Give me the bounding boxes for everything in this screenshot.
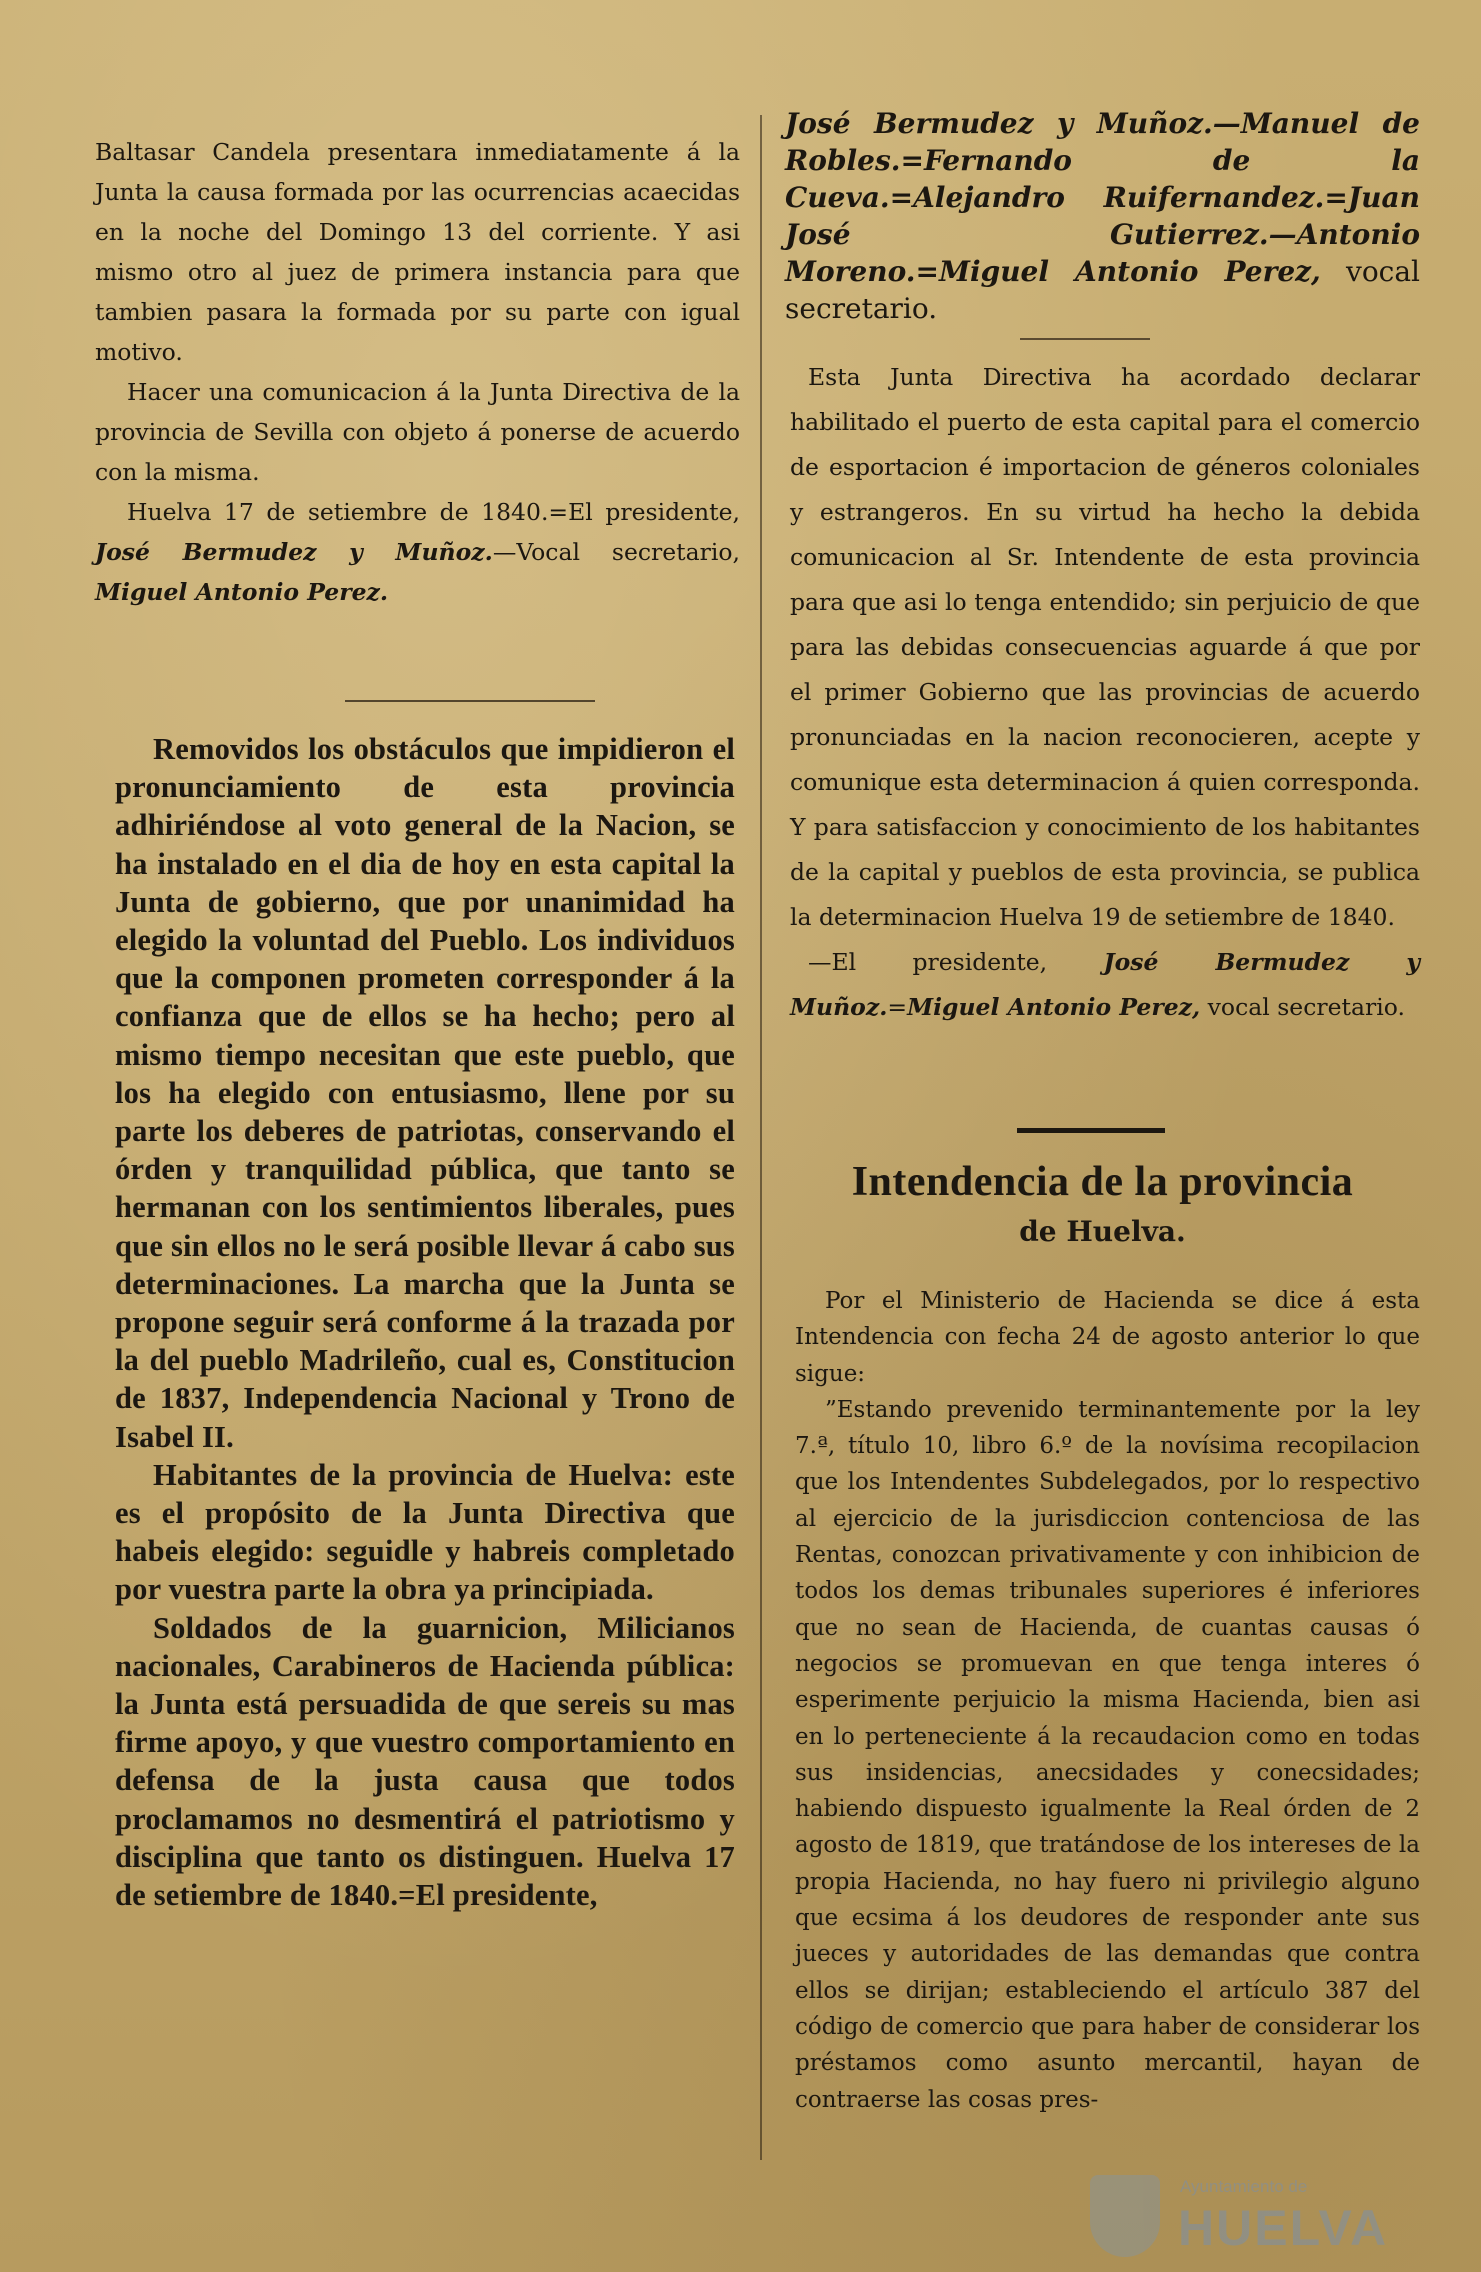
column-rule — [760, 115, 762, 2160]
watermark-big-text: HUELVA — [1178, 2200, 1389, 2256]
section-title: Intendencia de la provincia — [851, 1159, 1354, 1205]
watermark-small-text: Ayuntamiento de — [1180, 2177, 1308, 2196]
signature-separator: = — [887, 993, 908, 1021]
hacienda-paragraph: Por el Ministerio de Hacienda se dice á esta Intendencia con fecha 24 de agosto anterior lo que sigue: — [795, 1288, 1420, 1387]
port-notice-signature — [790, 940, 1420, 1030]
section-divider — [1020, 338, 1150, 340]
port-notice-paragraph: Esta Junta Directiva ha acordado declarar habilitado el puerto de esta capital para el comercio de esportacion é importacion de géneros coloniales y estrangeros. En su virtud ha hecho la debida comunicacion al Sr. Intendente de esta provincia para que asi lo tenga entendido; sin perjuicio de que para las debidas consecuencias aguarde á que por el primer Gobierno que las provincias de acuerdo pronunciadas en la nacion reconocieren, acepte y comunique esta determinacion á quien corresponda. Y para satisfaccion y conocimiento de los habitantes de la capital y pueblos de esta provincia, se publica la determinacion Huelva 19 de setiembre de 1840. — [790, 363, 1420, 931]
section-divider — [345, 700, 595, 702]
proclamation-paragraph: Removidos los obstáculos que impidieron el pronunciamiento de esta provincia adhiriéndose al voto general de la Nacion, se ha instalado en el dia de hoy en esta capital la Junta de gobierno, que por unanimidad ha elegido la voluntad del Pueblo. Los individuos que la componen prometen corresponder á la confianza que de ellos se ha hecho; pero al mismo tiempo necesitan que este pueblo, que los ha elegido con entusiasmo, llene por su parte los deberes de patriotas, conservando el órden y tranquilidad pública, que tanto se hermanan con los sentimientos liberales, pues que sin ellos no le será posible llevar á cabo sus determinaciones. La marcha que la Junta se propone seguir será conforme á la trazada por la del pueblo Madrileño, cual es, Constitucion de 1837, Independencia Nacional y Trono de Isabel II. — [115, 732, 735, 1454]
signature-tail: vocal secretario. — [1200, 993, 1405, 1021]
secretary-name: Miguel Antonio Perez. — [95, 578, 389, 606]
thick-section-divider — [1017, 1128, 1165, 1133]
port-notice — [790, 355, 1420, 1030]
archive-watermark — [1080, 2175, 1460, 2265]
member-names: José Bermudez y Muñoz.—Manuel de Robles.=Fernando de la Cueva.=Alejandro Ruifernandez.=Juan José Gutierrez.—Antonio Moreno.=Miguel Antonio Perez, — [785, 107, 1420, 288]
hacienda-paragraph: ”Estando prevenido terminantemente por la ley 7.ª, título 10, libro 6.º de la novísima recopilacion que los Intendentes Subdelegados, por lo respectivo al ejercicio de la jurisdiccion contenciosa de las Rentas, conozcan privativamente y con inhibicion de todos los demas tribunales superiores é inferiores que no sean de Hacienda, de cuantas causas ó negocios se promuevan en que tenga interes ó esperimente perjuicio la misma Hacienda, bien asi en lo perteneciente á la recaudacion como en todas sus insidencias, anecsidades y conecsidades; habiendo dispuesto igualmente la Real órden de 2 agosto de 1819, que tratándose de los intereses de la propia Hacienda, no hay fuero ni privilegio alguno que ecsima á los deudores de responder ante sus jueces y autoridades de las demandas que contra ellos se dirijan; estableciendo el artículo 387 del código de comercio que para haber de considerar los préstamos como asunto mercantil, hayan de contraerse las cosas pres- — [795, 1396, 1420, 2113]
signature-lead: —El presidente, — [808, 948, 1104, 976]
secretary-name: Miguel Antonio Perez, — [907, 993, 1201, 1021]
notice-signature — [95, 492, 740, 612]
junta-proclamation — [115, 730, 735, 1914]
junta-members-signatures — [785, 105, 1420, 327]
president-name: José Bermudez y Muñoz. — [95, 538, 493, 566]
coat-of-arms-icon — [1090, 2175, 1160, 2257]
notice-paragraph: Hacer una comunicacion á la Junta Directiva de la provincia de Sevilla con objeto á ponerse de acuerdo con la misma. — [95, 378, 740, 486]
notice-paragraph: Baltasar Candela presentara inmediatamente á la Junta la causa formada por las ocurrencias acaecidas en la noche del Domingo 13 del corriente. Y asi mismo otro al juez de primera instancia para que tambien pasara la formada por su parte con igual motivo. — [95, 138, 740, 366]
proclamation-paragraph: Soldados de la guarnicion, Milicianos nacionales, Carabineros de Hacienda pública: la Junta está persuadida de que sereis su mas firme apoyo, y que vuestro comportamiento en defensa de la justa causa que todos proclamamos no desmentirá el patriotismo y disciplina que tanto os distinguen. Huelva 17 de setiembre de 1840.=El presidente, — [115, 1610, 735, 1913]
hacienda-notice — [795, 1283, 1420, 2118]
proclamation-paragraph: Habitantes de la provincia de Huelva: este es el propósito de la Junta Directiva que habeis elegido: seguidle y habreis completado por vuestra parte la obra ya principiada. — [115, 1457, 735, 1607]
notice-signature-text: Huelva 17 de setiembre de 1840.=El presidente, — [127, 498, 740, 526]
junta-notice — [95, 132, 740, 612]
vocal-label: —Vocal secretario, — [492, 538, 740, 566]
section-subtitle: de Huelva. — [1019, 1215, 1186, 1248]
member-role: vocal secretario. — [785, 255, 1420, 325]
president-name: José Bermudez y Muñoz. — [790, 948, 1420, 1021]
